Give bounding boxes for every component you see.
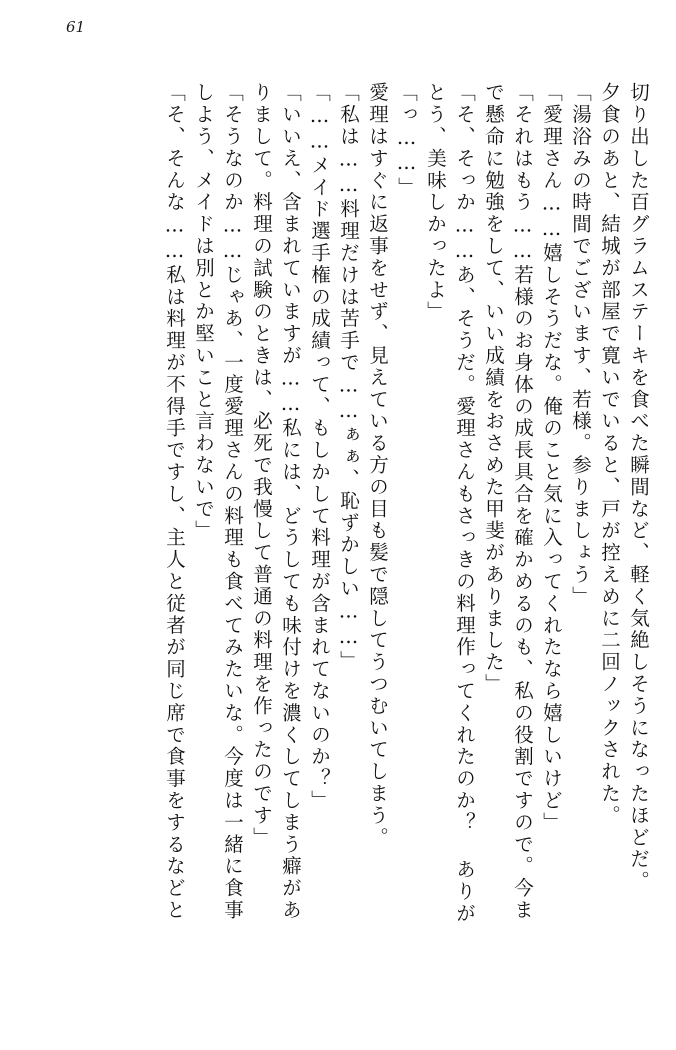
text-line: 「そ、そっか……あ、そうだ。愛理さんもさっきの料理作ってくれたのか？ ありが [453,82,476,925]
page-number: 61 [66,18,86,36]
text-line: 「湯浴みの時間でございます、若様。参りましょう」 [569,82,592,608]
text-line: 「っ……」 [395,82,418,199]
text-line: で懸命に勉強をして、いい成績をおさめた甲斐がありました」 [482,82,505,696]
text-line: 「いいえ、含まれていますが……私には、どうしても味付けを濃くしてしまう癖があ [279,82,302,922]
text-line: 「そうなのか……じゃあ、一度愛理さんの料理も食べてみたいな。今度は一緒に食事 [221,82,244,922]
text-line: 切り出した百グラムステーキを食べた瞬間など、軽く気絶しそうになったほどだ。 [627,82,650,893]
text-line: とう、美味しかったよ」 [424,82,447,323]
vertical-text-body [30,82,648,1002]
text-line: 「そ、そんな……私は料理が不得手ですし、主人と従者が同じ席で食事をするなどと [163,82,186,922]
text-line: 「……メイド選手権の成績って、もしかして料理が含まれてないのか？」 [308,82,331,812]
text-line: りまして。料理の試験のときは、必死で我慢して普通の料理を作ったのです」 [250,82,273,849]
text-line: 「愛理さん……嬉しそうだな。俺のこと気に入ってくれたなら嬉しいけど」 [540,82,563,834]
text-line: 「それはもう……若様のお身体の成長具合を確かめるのも、私の役割ですので。今ま [511,82,534,922]
text-line: 「私は……料理だけは苦手で……ぁぁ、恥ずかしい……」 [337,82,360,673]
text-line: しよう、メイドは別とか堅いこと言わないで」 [192,82,215,542]
text-line: 愛理はすぐに返事をせず、見えている方の目も髪で隠してうつむいてしまう。 [366,82,389,849]
text-line: 夕食のあと、結城が部屋で寛いでいると、戸が控えめに二回ノックされた。 [598,82,621,827]
